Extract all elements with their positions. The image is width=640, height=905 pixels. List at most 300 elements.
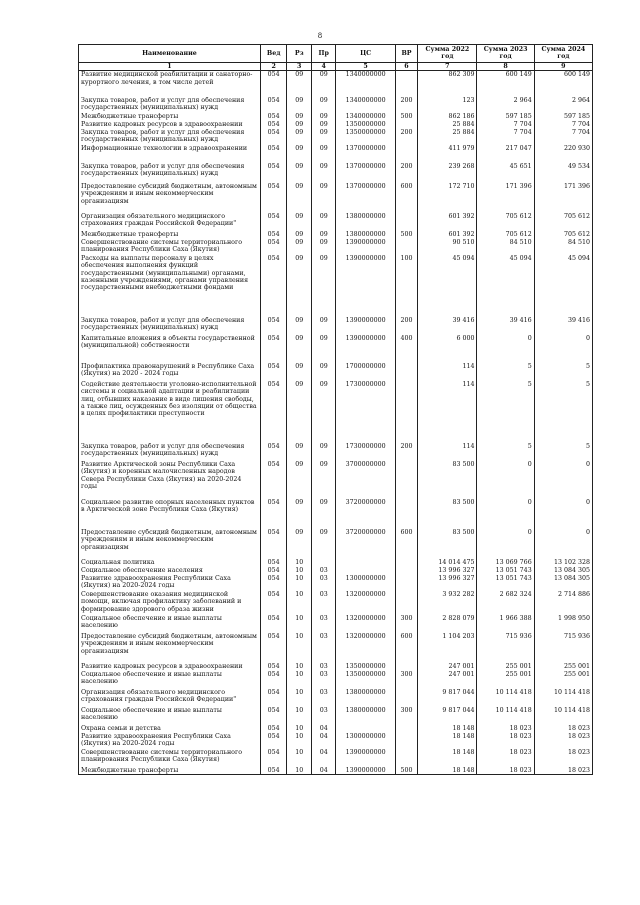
- cell-ved: 054: [260, 725, 287, 733]
- cell-vr: [395, 591, 417, 615]
- cell-pr: 09: [311, 145, 336, 163]
- row-name: Межбюджетные трансферты: [79, 767, 261, 775]
- cell-vr: [395, 725, 417, 733]
- cell-vr: [395, 559, 417, 567]
- table-row: [79, 113, 593, 121]
- cell-rz: 09: [287, 129, 312, 145]
- cell-cs: 1370000000: [336, 183, 395, 213]
- cell-sum-2023: 7 704: [477, 129, 534, 145]
- column-header: Сумма 2023 год: [477, 45, 534, 63]
- cell-rz: 09: [287, 145, 312, 163]
- table-row: [79, 381, 593, 443]
- cell-sum-2023: 18 023: [477, 767, 534, 775]
- cell-sum-2024: 2 714 886: [534, 591, 592, 615]
- cell-pr: 03: [311, 671, 336, 689]
- cell-sum-2022: 25 884: [418, 121, 477, 129]
- row-name: Совершенствование оказания медицинской помощи, включая профилактику заболеваний и формирование здорового образа жизни: [79, 591, 261, 615]
- cell-sum-2022: 13 996 327: [418, 575, 477, 591]
- cell-rz: 10: [287, 767, 312, 775]
- cell-vr: 600: [395, 183, 417, 213]
- table-row: [79, 749, 593, 767]
- row-name: Содействие деятельности уголовно-исполнительной системы и социальной адаптации и реабилитации лиц, отбывших наказание в виде лишения свободы, а также лиц, осужденных без изоляции от общества в целях профилактики преступности: [79, 381, 261, 443]
- cell-rz: 10: [287, 567, 312, 575]
- table-row: [79, 591, 593, 615]
- cell-ved: 054: [260, 591, 287, 615]
- cell-sum-2023: 45 094: [477, 255, 534, 317]
- cell-cs: 1390000000: [336, 255, 395, 317]
- row-name: Социальное обеспечение и иные выплаты населению: [79, 671, 261, 689]
- cell-sum-2024: 18 023: [534, 725, 592, 733]
- cell-sum-2024: 39 416: [534, 317, 592, 335]
- cell-sum-2023: 5: [477, 443, 534, 461]
- cell-sum-2022: 601 392: [418, 231, 477, 239]
- cell-rz: 09: [287, 97, 312, 113]
- cell-rz: 10: [287, 559, 312, 567]
- cell-cs: 1300000000: [336, 575, 395, 591]
- table-row: [79, 363, 593, 381]
- cell-sum-2024: 0: [534, 335, 592, 363]
- row-name: Закупка товаров, работ и услуг для обеспечения государственных (муниципальных) нужд: [79, 129, 261, 145]
- cell-sum-2024: 705 612: [534, 231, 592, 239]
- cell-ved: 054: [260, 443, 287, 461]
- column-number: 5: [336, 62, 395, 70]
- cell-sum-2024: 13 084 305: [534, 567, 592, 575]
- cell-vr: 300: [395, 707, 417, 725]
- cell-sum-2022: 114: [418, 381, 477, 443]
- cell-sum-2023: 10 114 418: [477, 707, 534, 725]
- cell-cs: 1370000000: [336, 163, 395, 183]
- cell-pr: 03: [311, 707, 336, 725]
- cell-rz: 10: [287, 733, 312, 749]
- table-row: [79, 317, 593, 335]
- row-name: Развитие кадровых ресурсов в здравоохранении: [79, 121, 261, 129]
- cell-rz: 09: [287, 239, 312, 255]
- cell-vr: 200: [395, 317, 417, 335]
- row-name: Организация обязательного медицинского страхования граждан Российской Федерации": [79, 213, 261, 231]
- cell-cs: 1370000000: [336, 145, 395, 163]
- cell-sum-2023: 5: [477, 363, 534, 381]
- cell-rz: 10: [287, 591, 312, 615]
- cell-pr: 09: [311, 255, 336, 317]
- cell-vr: 200: [395, 163, 417, 183]
- cell-cs: [336, 725, 395, 733]
- cell-pr: 03: [311, 575, 336, 591]
- table-row: [79, 443, 593, 461]
- cell-cs: 1380000000: [336, 689, 395, 707]
- cell-sum-2023: 705 612: [477, 231, 534, 239]
- row-name: Социальное обеспечение и иные выплаты населению: [79, 707, 261, 725]
- cell-sum-2023: 255 001: [477, 671, 534, 689]
- cell-sum-2023: 45 651: [477, 163, 534, 183]
- cell-sum-2022: 1 104 203: [418, 633, 477, 663]
- cell-sum-2023: 7 704: [477, 121, 534, 129]
- cell-cs: 3720000000: [336, 529, 395, 559]
- cell-vr: [395, 733, 417, 749]
- cell-rz: 09: [287, 317, 312, 335]
- cell-cs: 1380000000: [336, 707, 395, 725]
- cell-sum-2022: 18 148: [418, 767, 477, 775]
- table-row: [79, 231, 593, 239]
- cell-cs: 1390000000: [336, 317, 395, 335]
- cell-vr: 400: [395, 335, 417, 363]
- row-name: Информационные технологии в здравоохранении: [79, 145, 261, 163]
- cell-ved: 054: [260, 239, 287, 255]
- cell-rz: 09: [287, 255, 312, 317]
- cell-sum-2022: 18 148: [418, 749, 477, 767]
- cell-vr: 600: [395, 633, 417, 663]
- table-row: [79, 335, 593, 363]
- cell-cs: 1390000000: [336, 239, 395, 255]
- cell-pr: 03: [311, 633, 336, 663]
- cell-rz: 10: [287, 671, 312, 689]
- table-row: [79, 97, 593, 113]
- cell-sum-2022: 239 268: [418, 163, 477, 183]
- cell-rz: 09: [287, 381, 312, 443]
- cell-ved: 054: [260, 615, 287, 633]
- cell-sum-2024: 2 964: [534, 97, 592, 113]
- cell-cs: 1390000000: [336, 767, 395, 775]
- cell-sum-2022: 83 500: [418, 499, 477, 529]
- cell-sum-2024: 10 114 418: [534, 707, 592, 725]
- row-name: Социальное обеспечение населения: [79, 567, 261, 575]
- cell-sum-2023: 10 114 418: [477, 689, 534, 707]
- page-number: 8: [317, 32, 323, 40]
- cell-ved: 054: [260, 381, 287, 443]
- cell-ved: 054: [260, 461, 287, 499]
- cell-rz: 09: [287, 231, 312, 239]
- cell-sum-2022: 14 014 475: [418, 559, 477, 567]
- row-name: Развитие здравоохранения Республики Саха (Якутия) на 2020-2024 годы: [79, 733, 261, 749]
- cell-cs: 1730000000: [336, 381, 395, 443]
- cell-sum-2023: 705 612: [477, 213, 534, 231]
- cell-cs: 1380000000: [336, 231, 395, 239]
- cell-sum-2022: 18 148: [418, 733, 477, 749]
- cell-vr: 200: [395, 129, 417, 145]
- cell-vr: 300: [395, 615, 417, 633]
- cell-vr: [395, 461, 417, 499]
- cell-cs: 1380000000: [336, 213, 395, 231]
- cell-rz: 09: [287, 213, 312, 231]
- row-name: Профилактика правонарушений в Республике Саха (Якутия) на 2020 - 2024 годы: [79, 363, 261, 381]
- table-row: [79, 575, 593, 591]
- table-row: [79, 129, 593, 145]
- cell-vr: 100: [395, 255, 417, 317]
- cell-sum-2022: 172 710: [418, 183, 477, 213]
- row-name: Совершенствование системы территориального планирования Республики Саха (Якутия): [79, 749, 261, 767]
- cell-pr: 09: [311, 121, 336, 129]
- cell-ved: 054: [260, 213, 287, 231]
- cell-sum-2022: 247 001: [418, 671, 477, 689]
- cell-sum-2024: 255 001: [534, 663, 592, 671]
- column-number-row: [79, 62, 593, 70]
- cell-rz: 09: [287, 163, 312, 183]
- cell-sum-2022: 25 884: [418, 129, 477, 145]
- cell-ved: 054: [260, 317, 287, 335]
- cell-sum-2024: 5: [534, 443, 592, 461]
- cell-sum-2024: 13 084 305: [534, 575, 592, 591]
- cell-sum-2024: 0: [534, 461, 592, 499]
- table-row: [79, 121, 593, 129]
- cell-sum-2023: 0: [477, 499, 534, 529]
- cell-sum-2022: 90 510: [418, 239, 477, 255]
- cell-sum-2024: 49 534: [534, 163, 592, 183]
- row-name: Развитие здравоохранения Республики Саха (Якутия) на 2020-2024 годы: [79, 575, 261, 591]
- cell-sum-2022: 601 392: [418, 213, 477, 231]
- row-name: Совершенствование системы территориального планирования Республики Саха (Якутия): [79, 239, 261, 255]
- cell-ved: 054: [260, 113, 287, 121]
- cell-rz: 10: [287, 663, 312, 671]
- cell-rz: 10: [287, 749, 312, 767]
- column-header: Сумма 2024 год: [534, 45, 592, 63]
- cell-pr: 04: [311, 733, 336, 749]
- cell-sum-2024: 0: [534, 529, 592, 559]
- column-header: Сумма 2022 год: [418, 45, 477, 63]
- cell-cs: 1700000000: [336, 363, 395, 381]
- cell-vr: 300: [395, 671, 417, 689]
- cell-sum-2023: 0: [477, 335, 534, 363]
- table-row: [79, 633, 593, 663]
- cell-sum-2022: 247 001: [418, 663, 477, 671]
- row-name: Развитие Арктической зоны Республики Саха (Якутия) и коренных малочисленных народов Севера Республики Саха (Якутия) на 2020-2024 годы: [79, 461, 261, 499]
- table-body: [79, 71, 593, 775]
- cell-ved: 054: [260, 671, 287, 689]
- cell-cs: [336, 559, 395, 567]
- cell-sum-2023: 0: [477, 529, 534, 559]
- cell-pr: 04: [311, 749, 336, 767]
- column-header: ЦС: [336, 45, 395, 63]
- column-header: Пр: [311, 45, 336, 63]
- cell-sum-2023: 171 396: [477, 183, 534, 213]
- cell-cs: 1320000000: [336, 615, 395, 633]
- cell-pr: 09: [311, 183, 336, 213]
- cell-vr: 500: [395, 231, 417, 239]
- cell-sum-2022: 862 186: [418, 113, 477, 121]
- cell-sum-2023: 5: [477, 381, 534, 443]
- cell-vr: [395, 689, 417, 707]
- cell-sum-2023: 18 023: [477, 749, 534, 767]
- row-name: Развитие медицинской реабилитации и санаторно-курортного лечения, в том числе детей: [79, 71, 261, 97]
- table-row: [79, 725, 593, 733]
- cell-cs: 3720000000: [336, 499, 395, 529]
- cell-ved: 054: [260, 335, 287, 363]
- cell-pr: 09: [311, 499, 336, 529]
- cell-rz: 09: [287, 363, 312, 381]
- table-row: [79, 145, 593, 163]
- cell-ved: 054: [260, 231, 287, 239]
- table-row: [79, 689, 593, 707]
- row-name: Закупка товаров, работ и услуг для обеспечения государственных (муниципальных) нужд: [79, 163, 261, 183]
- cell-sum-2023: 84 510: [477, 239, 534, 255]
- column-number: 8: [477, 62, 534, 70]
- cell-sum-2022: 39 416: [418, 317, 477, 335]
- cell-cs: 1320000000: [336, 633, 395, 663]
- cell-sum-2024: 597 185: [534, 113, 592, 121]
- cell-sum-2023: 2 964: [477, 97, 534, 113]
- cell-pr: 09: [311, 363, 336, 381]
- cell-ved: 054: [260, 183, 287, 213]
- cell-sum-2024: 171 396: [534, 183, 592, 213]
- column-number: 9: [534, 62, 592, 70]
- cell-ved: 054: [260, 633, 287, 663]
- cell-rz: 09: [287, 71, 312, 97]
- table-row: [79, 615, 593, 633]
- cell-sum-2022: 9 817 044: [418, 707, 477, 725]
- cell-sum-2024: 5: [534, 363, 592, 381]
- table-row: [79, 671, 593, 689]
- cell-ved: 054: [260, 255, 287, 317]
- cell-pr: 09: [311, 317, 336, 335]
- cell-sum-2024: 600 149: [534, 71, 592, 97]
- cell-ved: 054: [260, 567, 287, 575]
- row-name: Закупка товаров, работ и услуг для обеспечения государственных (муниципальных) нужд: [79, 97, 261, 113]
- table-row: [79, 663, 593, 671]
- cell-vr: 200: [395, 443, 417, 461]
- table-row: [79, 213, 593, 231]
- cell-sum-2022: 9 817 044: [418, 689, 477, 707]
- cell-sum-2022: 3 932 282: [418, 591, 477, 615]
- table-row: [79, 71, 593, 97]
- cell-ved: 054: [260, 733, 287, 749]
- table-row: [79, 529, 593, 559]
- cell-pr: 09: [311, 213, 336, 231]
- cell-sum-2022: 862 309: [418, 71, 477, 97]
- cell-vr: 200: [395, 97, 417, 113]
- cell-sum-2023: 39 416: [477, 317, 534, 335]
- cell-sum-2024: 5: [534, 381, 592, 443]
- cell-sum-2022: 6 000: [418, 335, 477, 363]
- cell-ved: 054: [260, 97, 287, 113]
- cell-pr: 09: [311, 97, 336, 113]
- cell-cs: 1300000000: [336, 733, 395, 749]
- cell-rz: 09: [287, 335, 312, 363]
- cell-sum-2022: 411 979: [418, 145, 477, 163]
- cell-pr: 09: [311, 381, 336, 443]
- cell-sum-2022: 114: [418, 363, 477, 381]
- cell-sum-2024: 13 102 328: [534, 559, 592, 567]
- cell-pr: 09: [311, 71, 336, 97]
- table-row: [79, 559, 593, 567]
- row-name: Развитие кадровых ресурсов в здравоохранении: [79, 663, 261, 671]
- cell-ved: 054: [260, 163, 287, 183]
- cell-vr: [395, 567, 417, 575]
- cell-rz: 09: [287, 183, 312, 213]
- cell-sum-2024: 7 704: [534, 121, 592, 129]
- row-name: Социальное обеспечение и иные выплаты населению: [79, 615, 261, 633]
- cell-sum-2023: 600 149: [477, 71, 534, 97]
- cell-sum-2022: 123: [418, 97, 477, 113]
- cell-pr: 04: [311, 725, 336, 733]
- cell-cs: 1350000000: [336, 121, 395, 129]
- cell-pr: 04: [311, 767, 336, 775]
- cell-vr: [395, 121, 417, 129]
- cell-rz: 09: [287, 461, 312, 499]
- cell-vr: [395, 381, 417, 443]
- cell-sum-2023: 715 936: [477, 633, 534, 663]
- table-row: [79, 239, 593, 255]
- cell-pr: 03: [311, 567, 336, 575]
- cell-sum-2023: 13 069 766: [477, 559, 534, 567]
- table-row: [79, 499, 593, 529]
- cell-cs: 1320000000: [336, 591, 395, 615]
- cell-pr: 09: [311, 163, 336, 183]
- column-header: Наименование: [79, 45, 261, 63]
- row-name: Организация обязательного медицинского страхования граждан Российской Федерации": [79, 689, 261, 707]
- cell-sum-2024: 7 704: [534, 129, 592, 145]
- cell-pr: 09: [311, 231, 336, 239]
- cell-ved: 054: [260, 559, 287, 567]
- cell-sum-2024: 18 023: [534, 749, 592, 767]
- cell-cs: 1350000000: [336, 129, 395, 145]
- row-name: Капитальные вложения в объекты государственной (муниципальной) собственности: [79, 335, 261, 363]
- cell-ved: 054: [260, 71, 287, 97]
- table-row: [79, 733, 593, 749]
- cell-pr: 03: [311, 689, 336, 707]
- cell-ved: 054: [260, 663, 287, 671]
- cell-ved: 054: [260, 749, 287, 767]
- cell-vr: [395, 499, 417, 529]
- table-row: [79, 461, 593, 499]
- cell-sum-2022: 45 094: [418, 255, 477, 317]
- cell-cs: [336, 567, 395, 575]
- cell-cs: 1390000000: [336, 335, 395, 363]
- row-name: Расходы на выплаты персоналу в целях обеспечения выполнения функций государственными (муниципальными) органами, казенными учреждениями, органами управления государственными внебюджетными фондами: [79, 255, 261, 317]
- cell-rz: 09: [287, 113, 312, 121]
- cell-pr: 09: [311, 129, 336, 145]
- cell-pr: 09: [311, 529, 336, 559]
- cell-ved: 054: [260, 707, 287, 725]
- row-name: Межбюджетные трансферты: [79, 113, 261, 121]
- cell-cs: 1340000000: [336, 97, 395, 113]
- column-number: 7: [418, 62, 477, 70]
- cell-sum-2024: 84 510: [534, 239, 592, 255]
- cell-rz: 10: [287, 725, 312, 733]
- cell-sum-2024: 18 023: [534, 767, 592, 775]
- cell-vr: [395, 145, 417, 163]
- cell-vr: [395, 663, 417, 671]
- table-row: [79, 767, 593, 775]
- table-row: [79, 163, 593, 183]
- cell-ved: 054: [260, 145, 287, 163]
- cell-vr: 500: [395, 113, 417, 121]
- column-number: 3: [287, 62, 312, 70]
- cell-sum-2024: 45 094: [534, 255, 592, 317]
- cell-cs: 1350000000: [336, 671, 395, 689]
- row-name: Предоставление субсидий бюджетным, автономным учреждениям и иным некоммерческим организациям: [79, 183, 261, 213]
- cell-rz: 09: [287, 499, 312, 529]
- column-header: Вед: [260, 45, 287, 63]
- column-header: Рз: [287, 45, 312, 63]
- cell-sum-2022: 114: [418, 443, 477, 461]
- cell-pr: 09: [311, 335, 336, 363]
- cell-sum-2023: 255 001: [477, 663, 534, 671]
- row-name: Закупка товаров, работ и услуг для обеспечения государственных (муниципальных) нужд: [79, 317, 261, 335]
- cell-sum-2023: 2 682 324: [477, 591, 534, 615]
- cell-ved: 054: [260, 129, 287, 145]
- cell-sum-2022: 18 148: [418, 725, 477, 733]
- cell-ved: 054: [260, 689, 287, 707]
- column-number: 4: [311, 62, 336, 70]
- cell-vr: [395, 71, 417, 97]
- cell-sum-2024: 0: [534, 499, 592, 529]
- budget-table: [78, 44, 593, 775]
- cell-ved: 054: [260, 499, 287, 529]
- column-header: ВР: [395, 45, 417, 63]
- cell-sum-2023: 217 047: [477, 145, 534, 163]
- cell-sum-2024: 1 998 950: [534, 615, 592, 633]
- row-name: Социальная политика: [79, 559, 261, 567]
- column-number: 1: [79, 62, 261, 70]
- cell-pr: 03: [311, 591, 336, 615]
